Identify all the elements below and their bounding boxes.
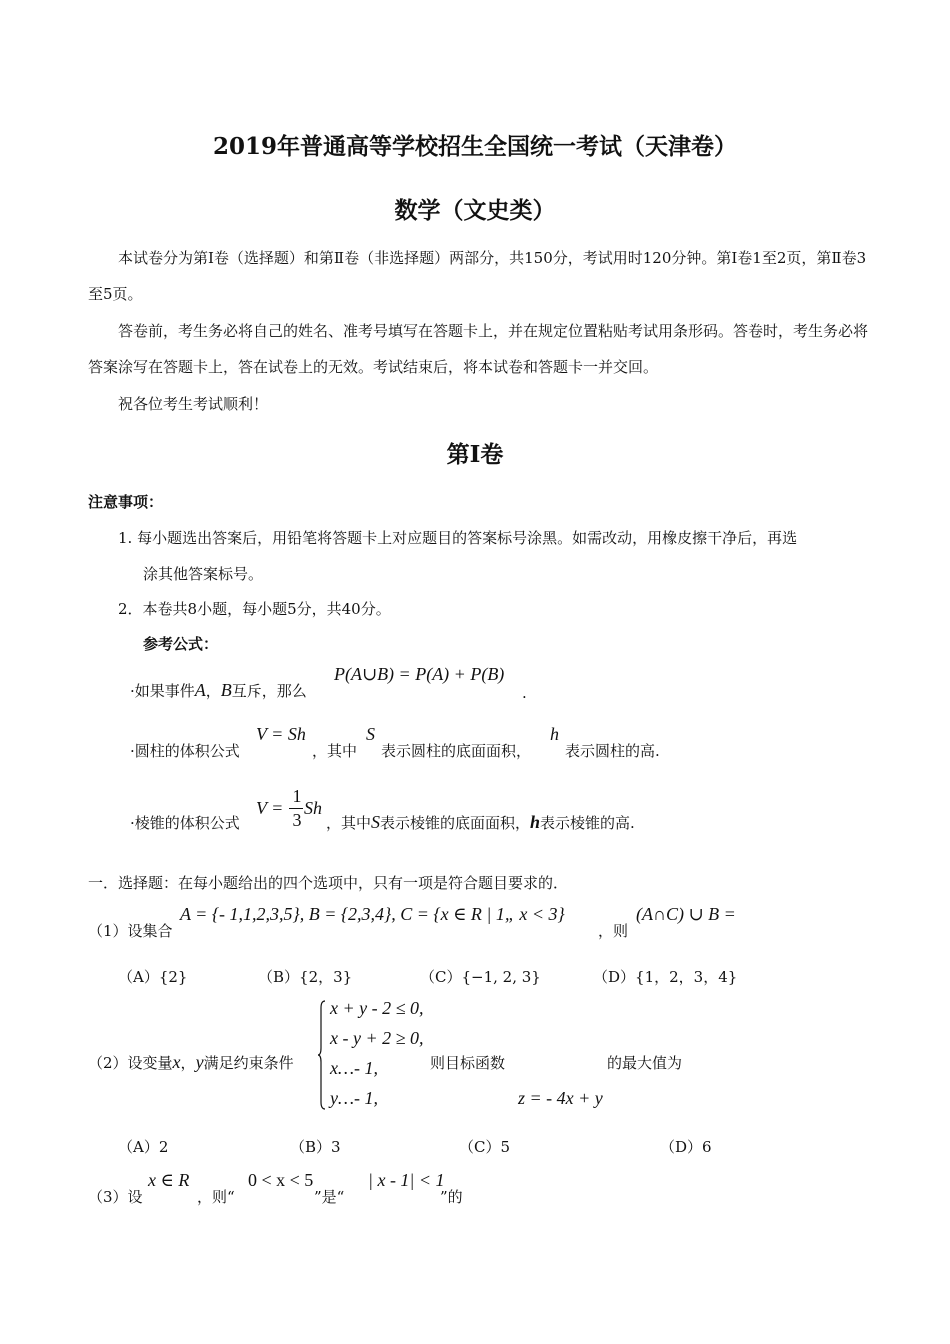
formula-1-text <box>130 680 307 701</box>
intro-paragraph-2: 答卷前，考生务必将自己的姓名、准考号填写在答题卡上，并在规定位置粘贴考试用条形码。答卷时，考生务必将答案涂写在答题卡上，答在试卷上的无效。考试结束后，将本试卷和答题卡一并交回。 <box>88 322 869 376</box>
q1-option-c[interactable]: （C）{−1, 2, 3} <box>420 968 541 986</box>
intro-paragraph-1: 本试卷分为第Ⅰ卷（选择题）和第Ⅱ卷（非选择题）两部分，共150分，考试用时120分钟。第Ⅰ卷1至2页，第Ⅱ卷3至5页。 <box>88 249 867 303</box>
q2-constraint-1: x + y - 2 ≤ 0, <box>330 998 424 1018</box>
formula-2-var-s: S <box>366 724 375 744</box>
q2-end: 的最大值为 <box>607 1054 683 1072</box>
q2-constraint-2: x - y + 2 ≥ 0, <box>330 1028 424 1048</box>
formula-3-mid-text: ，其中 <box>326 814 372 832</box>
q2-comma: ， <box>180 1054 196 1072</box>
note-2: 2．本卷共8小题，每小题5分，共40分。 <box>118 600 391 618</box>
q2-constraint-3: x…- 1, <box>330 1058 378 1078</box>
formula-3-desc-2: 表示棱锥的高. <box>540 814 635 832</box>
formula-2-mid: ，其中 <box>312 742 358 760</box>
q3-is: ”是“ <box>314 1188 345 1206</box>
intro-paragraph-3: 祝各位考生考试顺利！ <box>118 395 269 413</box>
q3-condition: x ∈ R <box>148 1170 190 1190</box>
formula-3-prefix: ·棱锥的体积公式 <box>130 814 240 832</box>
formula-2-desc-2: 表示圆柱的高. <box>565 742 660 760</box>
formula-3-var-h: h <box>530 812 541 832</box>
formula-3-denominator: 3 <box>292 810 302 830</box>
q2-var-x: x <box>172 1052 181 1072</box>
formula-2-desc-1: 表示圆柱的底面面积， <box>381 742 532 760</box>
formula-1-var-b: B <box>220 680 232 700</box>
formula-3-rhs: Sh <box>304 798 322 818</box>
note-1-line-1: 1. 每小题选出答案后，用铅笔将答题卡上对应题目的答案标号涂黑。如需改动，用橡皮擦干净后，再选 <box>118 529 798 547</box>
q1-option-d[interactable]: （D）{1，2，3，4} <box>593 968 738 986</box>
q2-option-b[interactable]: （B）3 <box>290 1138 341 1156</box>
formula-1-expression: P(A∪B) = P(A) + P(B) <box>334 664 505 684</box>
q2-option-a[interactable]: （A）2 <box>118 1138 169 1156</box>
section-heading: 第Ⅰ卷 <box>446 441 504 468</box>
notes-title: 注意事项： <box>88 493 164 511</box>
q3-statement-q: | x - 1| < 1 <box>368 1170 445 1190</box>
q3-then: ，则“ <box>197 1188 235 1206</box>
exam-subtitle: 数学（文史类） <box>394 197 556 224</box>
q2-label-pre: （2）设变量 <box>88 1054 173 1072</box>
formula-1-prefix: ·如果事件 <box>130 682 195 700</box>
q2-label-post: 满足约束条件 <box>203 1054 294 1072</box>
q3-statement-p: 0 < x < 5 <box>248 1170 314 1190</box>
formula-2-var-h: h <box>550 724 559 744</box>
q2-option-c[interactable]: （C）5 <box>459 1138 511 1156</box>
formula-3-desc-1: 表示棱锥的底面面积， <box>380 814 531 832</box>
q1-option-a[interactable]: （A）{2} <box>118 968 188 986</box>
formula-3-lhs: V = <box>256 798 284 818</box>
q2-constraint-brace <box>318 1000 326 1110</box>
formula-2-prefix: ·圆柱的体积公式 <box>130 742 240 760</box>
q2-constraint-4: y…- 1, <box>330 1088 378 1108</box>
q1-expression: A = {- 1,1,2,3,5}, B = {2,3,4}, C = {x ∈ R | 1„ x < 3} <box>180 904 565 924</box>
q3-end: ”的 <box>440 1188 463 1206</box>
formula-title: 参考公式： <box>143 635 219 653</box>
formula-3-fraction-bar <box>289 808 303 809</box>
formula-3-var-s: S <box>371 812 381 832</box>
q1-then: ，则 <box>598 922 629 940</box>
formula-1-end: . <box>522 684 527 702</box>
q1-label: （1）设集合 <box>88 922 173 940</box>
q2-option-d[interactable]: （D）6 <box>660 1138 712 1156</box>
formula-2-expression: V = Sh <box>256 724 306 744</box>
q2-objective: z = - 4x + y <box>518 1088 603 1108</box>
q2-var-y: y <box>195 1052 204 1072</box>
formula-1-var-a: A <box>194 680 206 700</box>
exam-title: 2019年普通高等学校招生全国统一考试（天津卷） <box>212 133 737 160</box>
formula-1-mid: 互斥，那么 <box>231 682 307 700</box>
note-1-line-2: 涂其他答案标号。 <box>143 565 264 583</box>
part-1-heading: 一．选择题：在每小题给出的四个选项中，只有一项是符合题目要求的． <box>88 874 569 892</box>
formula-3-mid <box>326 812 635 833</box>
formula-1-sep: ， <box>205 682 221 700</box>
formula-3-numerator: 1 <box>292 786 302 806</box>
q1-option-b[interactable]: （B）{2，3} <box>258 968 353 986</box>
q2-mid: 则目标函数 <box>430 1054 506 1072</box>
q3-label: （3）设 <box>88 1188 143 1206</box>
q2-label <box>88 1052 294 1073</box>
q1-ask: (A∩C) ∪ B = <box>636 904 736 924</box>
